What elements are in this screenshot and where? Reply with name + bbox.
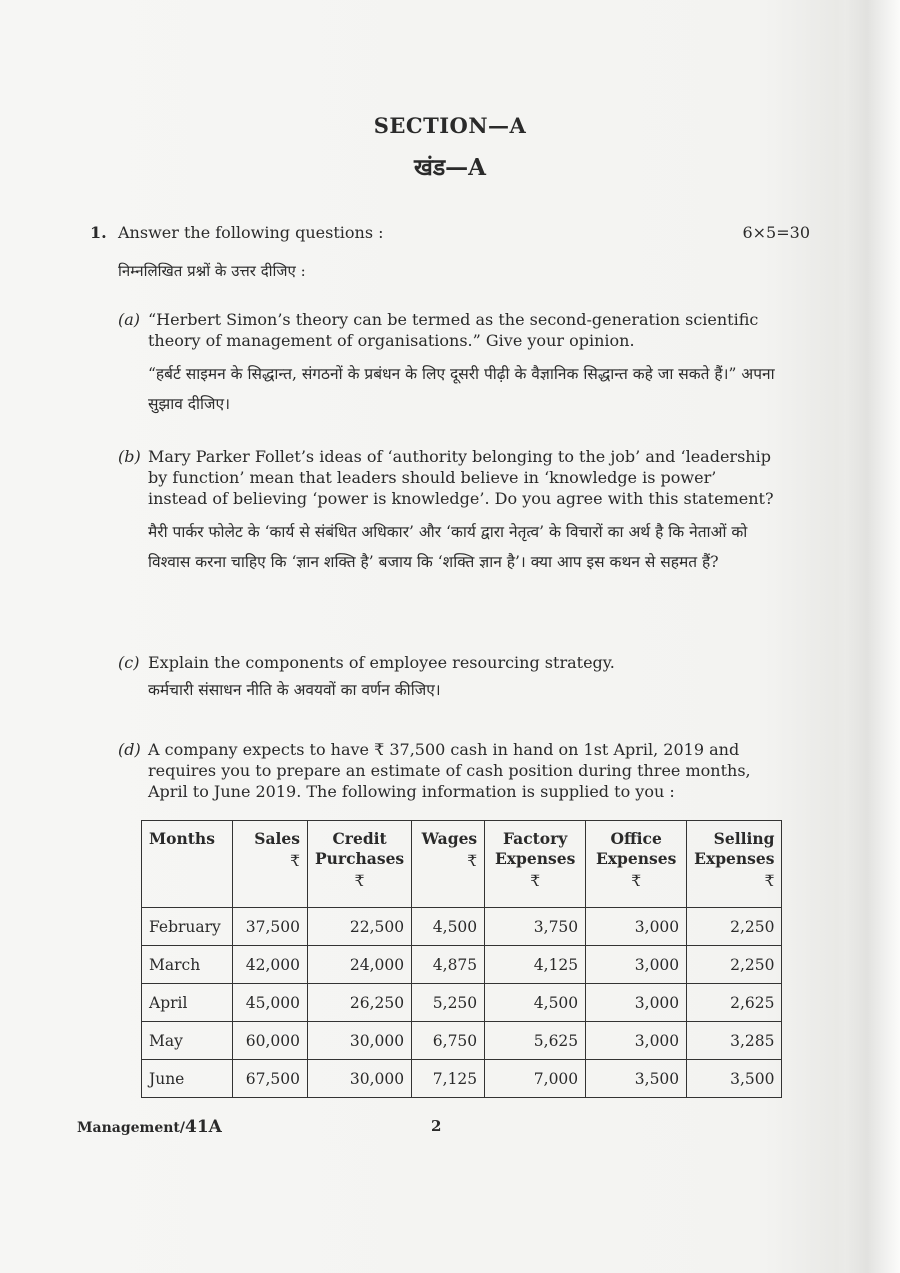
table-cell: 6,750 xyxy=(412,1022,485,1060)
table-cell: June xyxy=(142,1060,233,1098)
table-row xyxy=(142,1060,782,1098)
table-cell: 7,000 xyxy=(485,1060,586,1098)
table-cell: 3,285 xyxy=(687,1022,782,1060)
question-text-hindi: निम्नलिखित प्रश्नों के उत्तर दीजिए : xyxy=(118,262,306,280)
table-cell: 24,000 xyxy=(308,946,412,984)
rupee-icon: ₹ xyxy=(290,852,300,870)
header-office-expenses: Office Expenses ₹ xyxy=(586,821,687,908)
page-number: 2 xyxy=(431,1117,442,1135)
header-credit-purchases: Credit Purchases ₹ xyxy=(308,821,412,908)
part-label: (d) xyxy=(118,740,141,759)
page-edge-shadow xyxy=(845,0,900,1273)
table-cell: 7,125 xyxy=(412,1060,485,1098)
footer-subject: Management/ xyxy=(77,1120,185,1136)
table-cell: 3,500 xyxy=(687,1060,782,1098)
table-cell: 30,000 xyxy=(308,1060,412,1098)
header-months: Months xyxy=(142,821,233,908)
table-cell: 45,000 xyxy=(233,984,308,1022)
rupee-icon: ₹ xyxy=(354,872,365,890)
header-wages: Wages ₹ xyxy=(412,821,485,908)
table-row xyxy=(142,984,782,1022)
table-cell: 4,500 xyxy=(485,984,586,1022)
table-cell: 3,500 xyxy=(586,1060,687,1098)
table-cell: 4,125 xyxy=(485,946,586,984)
header-sales: Sales ₹ xyxy=(233,821,308,908)
part-text-hi: “हर्बर्ट साइमन के सिद्धान्त, संगठनों के प्रबंधन के लिए दूसरी पीढ़ी के वैज्ञानिक सिद्धान्त कहे जा सकते हैं।” अपना सुझाव दीजिए। xyxy=(148,365,775,413)
part-text-hi: कर्मचारी संसाधन नीति के अवयवों का वर्णन कीजिए। xyxy=(148,681,441,699)
part-label: (b) xyxy=(118,447,141,466)
section-title: SECTION—A xyxy=(373,113,527,138)
table-cell: 2,625 xyxy=(687,984,782,1022)
section-title-hindi: खंड—A xyxy=(414,154,486,181)
table-cell: 60,000 xyxy=(233,1022,308,1060)
table-cell: 22,500 xyxy=(308,908,412,946)
table-header-row xyxy=(142,821,782,908)
part-text-en: “Herbert Simon’s theory can be termed as the second-generation scientific theory of management of organisations.” Give your opinion. xyxy=(148,310,759,350)
table-cell: 67,500 xyxy=(233,1060,308,1098)
header-selling-expenses: Selling Expenses ₹ xyxy=(687,821,782,908)
table-cell: 42,000 xyxy=(233,946,308,984)
rupee-icon: ₹ xyxy=(530,872,541,890)
part-b xyxy=(118,446,778,577)
table-row xyxy=(142,946,782,984)
part-c xyxy=(118,652,778,705)
table-cell: 4,500 xyxy=(412,908,485,946)
part-label: (c) xyxy=(118,653,140,672)
table-cell: 37,500 xyxy=(233,908,308,946)
part-text-en: Explain the components of employee resourcing strategy. xyxy=(148,653,615,672)
question-text: Answer the following questions : xyxy=(118,223,384,242)
rupee-icon: ₹ xyxy=(764,872,775,890)
part-label: (a) xyxy=(118,310,141,329)
table-cell: 3,000 xyxy=(586,946,687,984)
question-number: 1. xyxy=(90,223,107,242)
table-cell: 5,250 xyxy=(412,984,485,1022)
header-factory-expenses: Factory Expenses ₹ xyxy=(485,821,586,908)
table-cell: 30,000 xyxy=(308,1022,412,1060)
table-cell: 3,000 xyxy=(586,984,687,1022)
table-cell: April xyxy=(142,984,233,1022)
part-text-en: Mary Parker Follet’s ideas of ‘authority belonging to the job’ and ‘leadership by function’ mean that leaders should believe in ‘knowledge is power’ instead of believing ‘power is knowledge’. Do you agree with this statement? xyxy=(148,447,774,508)
part-a xyxy=(118,309,778,419)
table-cell: 26,250 xyxy=(308,984,412,1022)
table-cell: 3,750 xyxy=(485,908,586,946)
table-cell: 3,000 xyxy=(586,908,687,946)
part-text-en: A company expects to have ₹ 37,500 cash in hand on 1st April, 2019 and requires you to prepare an estimate of cash position during three months, April to June 2019. The following information is supplied to you : xyxy=(148,740,751,801)
table-cell: 3,000 xyxy=(586,1022,687,1060)
table-cell: 2,250 xyxy=(687,946,782,984)
part-text-hi: मैरी पार्कर फोलेट के ‘कार्य से संबंधित अधिकार’ और ‘कार्य द्वारा नेतृत्व’ के विचारों का अर्थ है कि नेताओं को विश्वास करना चाहिए कि ‘ज्ञान शक्ति है’ बजाय कि ‘शक्ति ज्ञान है’। क्या आप इस कथन से सहमत हैं? xyxy=(148,523,748,571)
footer-paper-code xyxy=(77,1117,222,1137)
question-marks: 6×5=30 xyxy=(742,223,810,242)
table-cell: February xyxy=(142,908,233,946)
rupee-icon: ₹ xyxy=(631,872,642,890)
table-row xyxy=(142,1022,782,1060)
cash-data-table xyxy=(141,820,782,1098)
table-cell: 5,625 xyxy=(485,1022,586,1060)
footer-code: 41A xyxy=(185,1117,222,1137)
part-d xyxy=(118,739,778,802)
table-cell: May xyxy=(142,1022,233,1060)
rupee-icon: ₹ xyxy=(467,852,478,870)
table-cell: 4,875 xyxy=(412,946,485,984)
table-cell: March xyxy=(142,946,233,984)
table-cell: 2,250 xyxy=(687,908,782,946)
table-row xyxy=(142,908,782,946)
